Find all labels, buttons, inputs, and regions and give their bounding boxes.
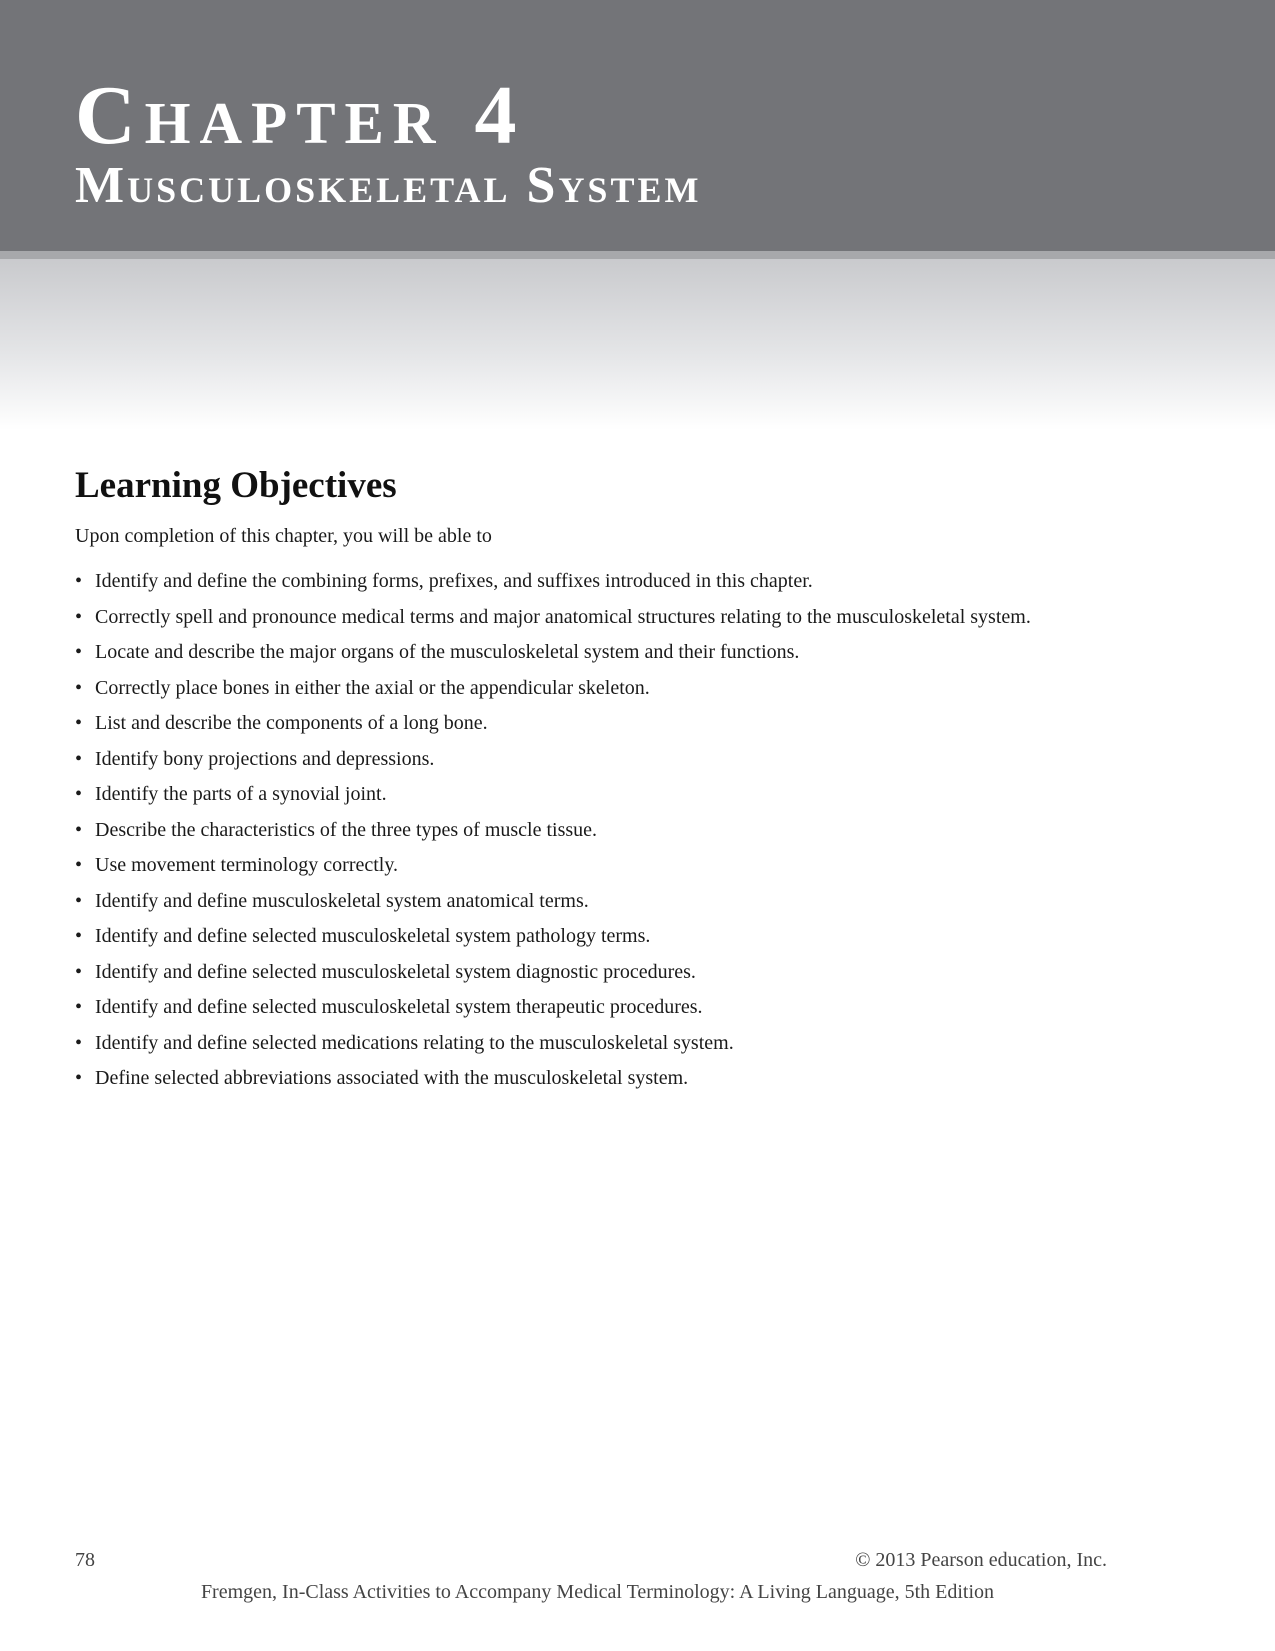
objective-text: Identify and define selected musculoskeletal system diagnostic procedures. (95, 960, 696, 983)
objective-text: Use movement terminology correctly. (95, 854, 399, 876)
objective-item (75, 567, 1195, 603)
objective-text: Identify and define the combining forms, prefixes, and suffixes introduced in this chapter. (95, 570, 813, 592)
bullet-icon: • (75, 818, 83, 841)
bullet-icon: • (75, 676, 83, 699)
bullet-icon: • (75, 641, 83, 663)
objective-item (75, 851, 1195, 887)
header-gradient (0, 259, 1275, 430)
bullet-icon: • (75, 747, 83, 770)
objective-text: Define selected abbreviations associated with the musculoskeletal system. (95, 1067, 689, 1089)
bullet-icon: • (75, 1031, 83, 1054)
objective-item (75, 816, 1195, 852)
objectives-list (75, 567, 1195, 1100)
bullet-icon: • (75, 925, 83, 947)
objective-text: Locate and describe the major organs of the musculoskeletal system and their functions. (95, 641, 800, 663)
objective-text: Identify and define selected medications relating to the musculoskeletal system. (95, 1031, 734, 1054)
bullet-icon: • (75, 996, 83, 1018)
objective-item (75, 709, 1195, 745)
bullet-icon: • (75, 605, 83, 628)
objective-item (75, 780, 1195, 816)
bullet-icon: • (75, 854, 83, 876)
objective-item (75, 745, 1195, 781)
bullet-icon: • (75, 570, 83, 592)
objective-item (75, 922, 1195, 958)
bullet-icon: • (75, 712, 83, 734)
objective-text: List and describe the components of a long bone. (95, 712, 488, 734)
objective-text: Identify and define musculoskeletal system anatomical terms. (95, 889, 589, 912)
bullet-icon: • (75, 889, 83, 912)
objective-item (75, 958, 1195, 994)
objective-text: Identify bony projections and depressions. (95, 747, 435, 770)
copyright-notice: © 2013 Pearson education, Inc. (855, 1549, 1107, 1571)
objective-item (75, 674, 1195, 710)
source-citation: Fremgen, In-Class Activities to Accompany Medical Terminology: A Living Language, 5th Edition (200, 1581, 995, 1603)
learning-objectives-heading: Learning Objectives (75, 465, 397, 506)
objective-text: Identify the parts of a synovial joint. (95, 783, 387, 805)
header-divider (0, 251, 1275, 259)
bullet-icon: • (75, 1067, 83, 1089)
objective-item (75, 887, 1195, 923)
objective-item (75, 1029, 1195, 1065)
chapter-title: Musculoskeletal System (75, 157, 702, 214)
objective-item (75, 993, 1195, 1029)
objective-text: Describe the characteristics of the three types of muscle tissue. (95, 818, 598, 841)
bullet-icon: • (75, 960, 83, 983)
bullet-icon: • (75, 783, 83, 805)
objective-item (75, 603, 1195, 639)
objective-text: Correctly spell and pronounce medical terms and major anatomical structures relating to the musculoskeletal system. (95, 605, 1031, 628)
objective-text: Identify and define selected musculoskeletal system pathology terms. (95, 925, 651, 947)
objectives-intro: Upon completion of this chapter, you will be able to (75, 525, 492, 547)
chapter-label: Chapter 4 (75, 69, 526, 162)
objective-text: Correctly place bones in either the axial or the appendicular skeleton. (95, 676, 650, 699)
page-number: 78 (75, 1549, 95, 1571)
objective-item (75, 638, 1195, 674)
objective-item (75, 1064, 1195, 1100)
objective-text: Identify and define selected musculoskeletal system therapeutic procedures. (95, 996, 703, 1018)
